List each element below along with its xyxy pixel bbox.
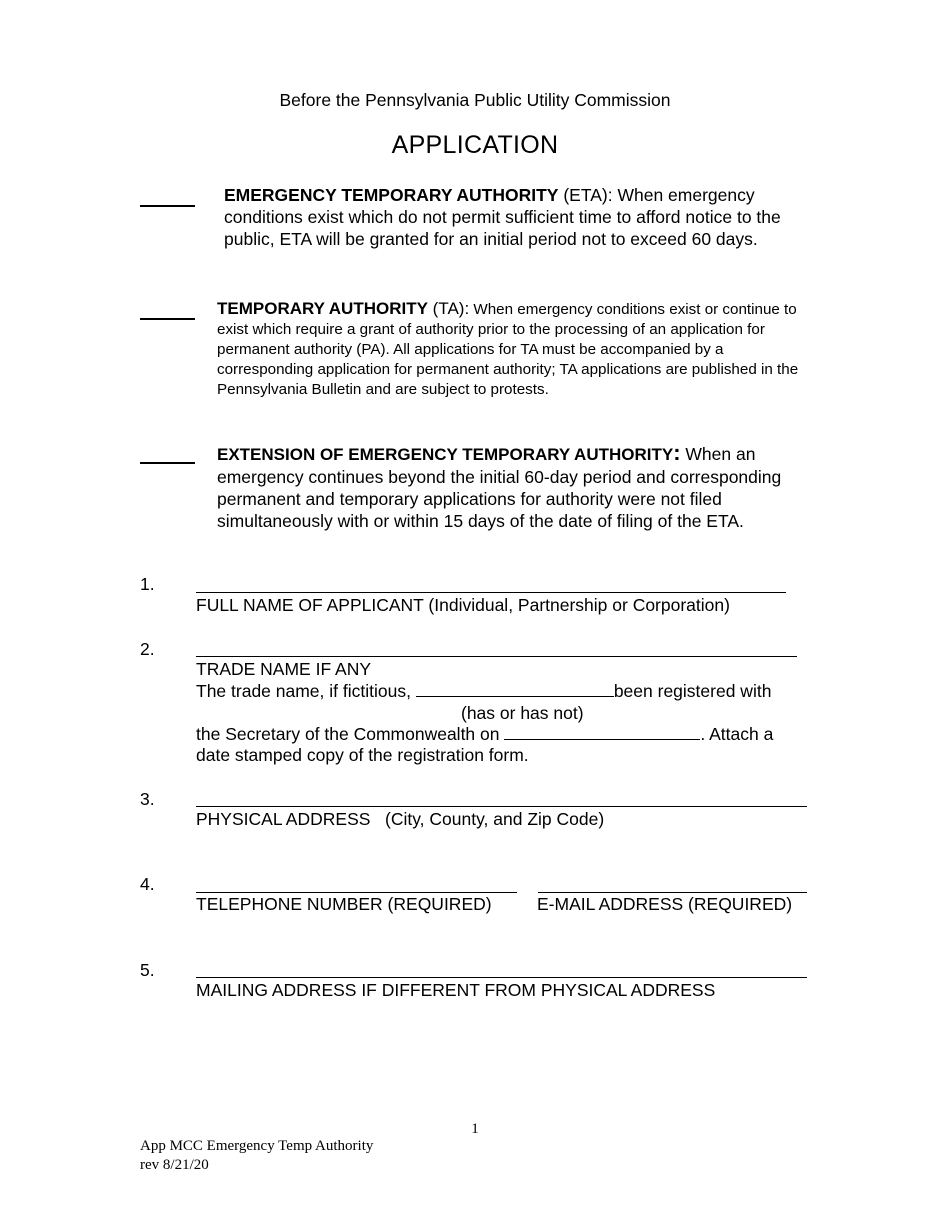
email-label: E-MAIL ADDRESS (REQUIRED) (537, 894, 793, 914)
ta-option-text: When emergency conditions exist or continue to exist which require a grant of authority prior to the processing of an application for permanent authority (PA). All applications for TA must be accompanied by a corresponding application for permanent authority; TA applications are published in the Pennsylvania Bulletin and are subject to protests. (217, 301, 799, 398)
page-title: APPLICATION (391, 131, 559, 159)
eta-checkbox-line[interactable] (140, 205, 195, 207)
footer-revision: rev 8/21/20 (140, 1157, 209, 1173)
trade-name-before-text: The trade name, if fictitious, (196, 681, 416, 701)
full-name-field[interactable] (196, 592, 786, 593)
email-field[interactable] (538, 892, 807, 893)
commission-heading: Before the Pennsylvania Public Utility Commission (279, 90, 671, 110)
extension-option-text: When an emergency continues beyond the initial 60-day period and corresponding permanent and temporary applications for authority were not filed simultaneously with or within 15 days of the date of filing of the ETA. (217, 444, 782, 531)
extension-checkbox-line[interactable] (140, 462, 195, 464)
registration-date-line (196, 724, 773, 745)
trade-name-field[interactable] (196, 656, 797, 657)
trade-name-registration-line (196, 681, 771, 702)
eta-option (224, 184, 814, 250)
registration-date-before-text: the Secretary of the Commonwealth on (196, 724, 505, 744)
ta-option-abbr: (TA): (427, 299, 470, 318)
extension-option-lead: EXTENSION OF EMERGENCY TEMPORARY AUTHORITY (217, 445, 674, 464)
mailing-address-field[interactable] (196, 977, 807, 978)
telephone-field[interactable] (196, 892, 517, 893)
telephone-label: TELEPHONE NUMBER (REQUIRED) (196, 894, 492, 914)
full-name-label: FULL NAME OF APPLICANT (Individual, Partnership or Corporation) (196, 595, 730, 615)
mailing-address-label: MAILING ADDRESS IF DIFFERENT FROM PHYSICAL ADDRESS (196, 980, 716, 1000)
field-5-number: 5. (140, 960, 155, 980)
physical-address-field[interactable] (196, 806, 807, 807)
registration-date-field[interactable] (504, 725, 700, 740)
trade-name-after-text: been registered with (613, 681, 772, 701)
attach-copy-text: date stamped copy of the registration form. (196, 745, 529, 765)
has-or-has-not-field[interactable] (416, 682, 614, 697)
field-4-number: 4. (140, 874, 155, 894)
extension-option-colon: : (673, 440, 681, 465)
field-3-number: 3. (140, 789, 155, 809)
footer-form-name: App MCC Emergency Temp Authority (140, 1138, 374, 1154)
extension-option (217, 440, 817, 532)
ta-checkbox-line[interactable] (140, 318, 195, 320)
has-or-has-not-hint: (has or has not) (461, 703, 584, 723)
physical-address-label: PHYSICAL ADDRESS (City, County, and Zip Code) (196, 809, 605, 829)
field-1-number: 1. (140, 574, 155, 594)
ta-option (217, 299, 817, 400)
field-2-number: 2. (140, 639, 155, 659)
eta-option-lead: EMERGENCY TEMPORARY AUTHORITY (224, 185, 559, 205)
page-number: 1 (471, 1121, 479, 1137)
registration-date-after-text: . Attach a (700, 724, 774, 744)
ta-option-lead: TEMPORARY AUTHORITY (217, 299, 428, 318)
eta-option-text: (ETA): When emergency conditions exist which do not permit sufficient time to afford notice to the public, ETA will be granted for an initial period not to exceed 60 days. (224, 185, 781, 249)
trade-name-label: TRADE NAME IF ANY (196, 659, 372, 679)
